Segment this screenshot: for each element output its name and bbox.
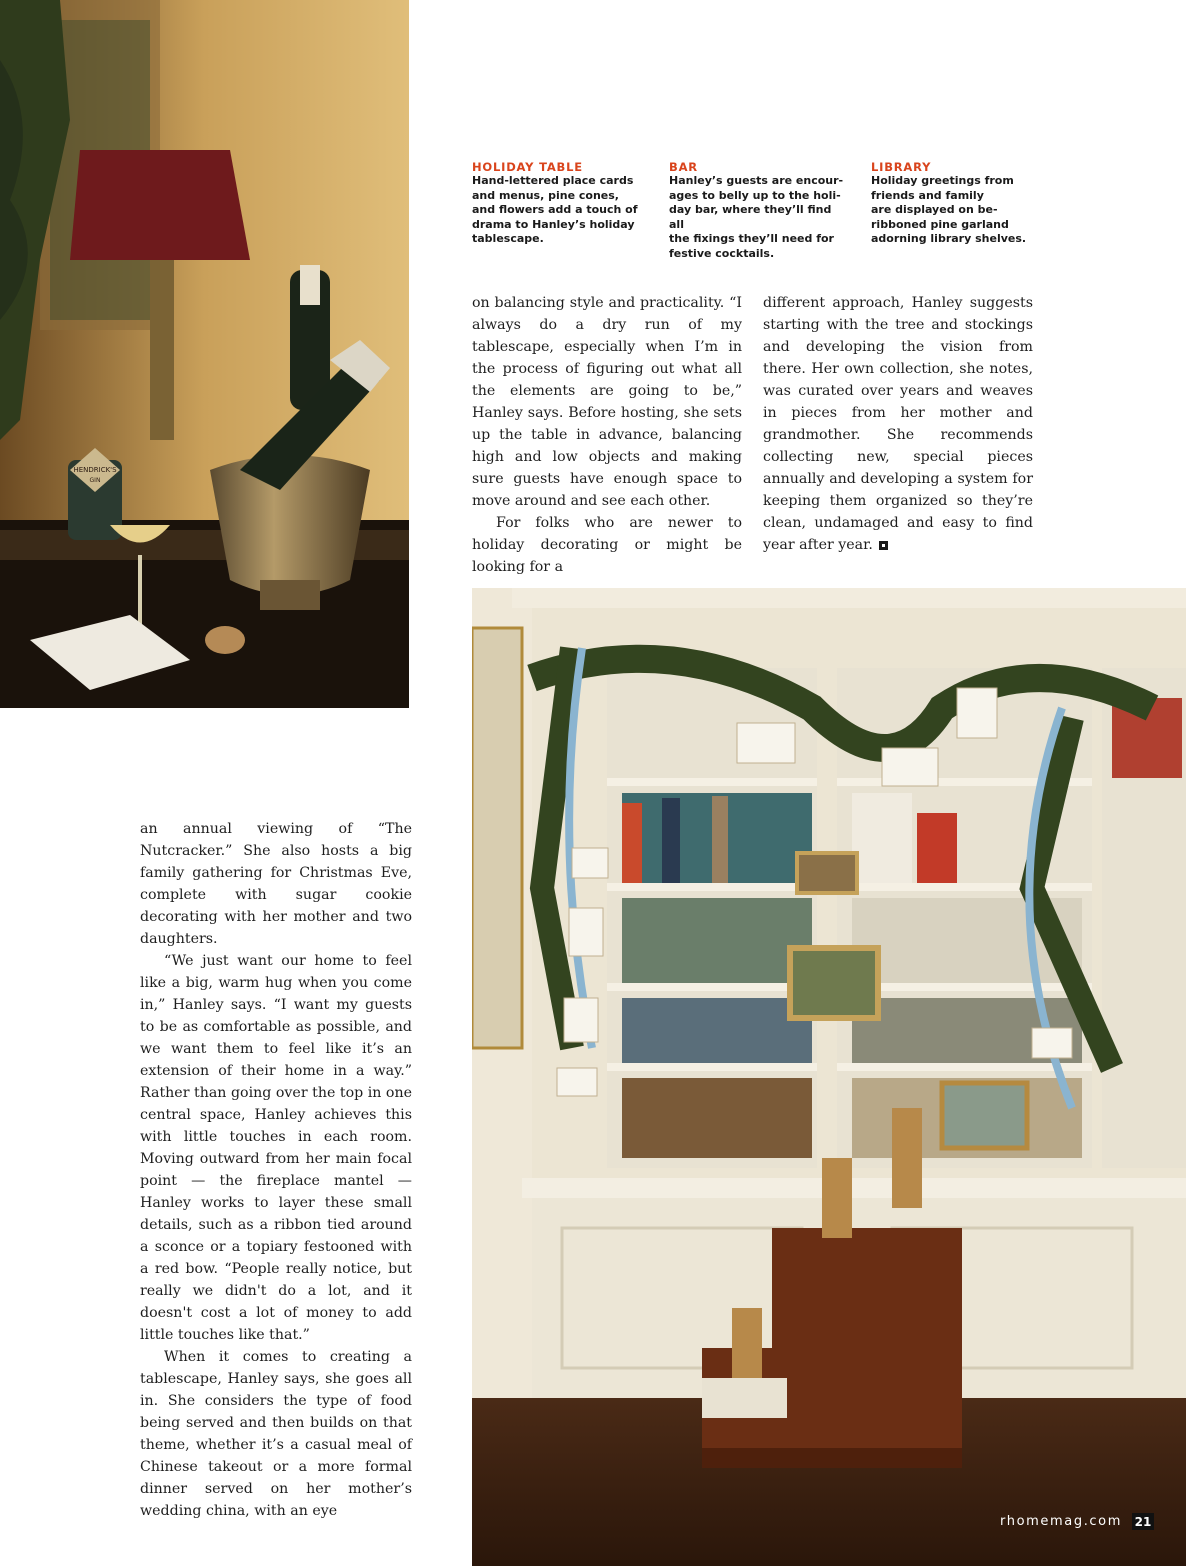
caption-heading: BAR — [669, 160, 698, 174]
caption-library — [871, 160, 1046, 247]
gin-sub-label: GIN — [89, 477, 101, 484]
caption-line: and menus, pine cones, — [472, 188, 619, 202]
caption-line: drama to Hanley’s holiday — [472, 217, 635, 231]
article-column-3 — [140, 818, 412, 1522]
caption-line: Hanley’s guests are encour- — [669, 174, 844, 187]
caption-text — [871, 174, 1046, 247]
page-number: 21 — [1134, 1515, 1152, 1529]
caption-line: Hand-lettered place cards — [472, 174, 634, 187]
paragraph: For folks who are newer to holiday decorating or might be looking for a — [472, 515, 742, 575]
article-column-2 — [763, 292, 1033, 556]
paragraph: on balancing style and practicality. “I always do a dry run of my tablescape, especially when I’m in the process of figuring out what all the elements are going to be,” Hanley says. Before hosting, she sets up the table in advance, balancing high and low objects and making sure guests have enough space to move around and see each other. — [472, 295, 742, 509]
book-stack — [702, 1378, 787, 1418]
framed-landscape — [790, 948, 878, 1018]
bar-scene — [0, 0, 409, 708]
caption-line: the fixings they’ll need for — [669, 232, 834, 245]
footer-site: rhomemag.com — [1000, 1514, 1122, 1529]
caption-line: day bar, where they’ll find all — [669, 203, 832, 231]
caption-line: Holiday greetings from — [871, 174, 1014, 187]
paragraph: “We just want our home to feel like a big, warm hug when you come in,” Hanley says. “I want my guests to be as comfortable as possible, and we want them to feel like it’s an extension of their home in a way.” Rather than going over the top in one central space, Hanley achieves this with little touches in each room. Moving outward from her main focal point — the fireplace mantel — Hanley works to layer these small details, such as a ribbon tied around a sconce or a topiary festooned with a red bow. “People really notice, but really we didn't do a lot, and it doesn't cost a lot of money to add little touches like that.” — [140, 953, 412, 1343]
caption-line: tablescape. — [472, 232, 544, 245]
caption-text — [472, 174, 647, 247]
library-scene — [472, 588, 1186, 1566]
caption-line: adorning library shelves. — [871, 232, 1027, 245]
caption-line: friends and family — [871, 188, 984, 202]
caption-heading: LIBRARY — [871, 160, 932, 174]
caption-holiday-table — [472, 160, 647, 247]
caption-line: ribboned pine garland — [871, 217, 1009, 231]
lamp-base — [150, 260, 174, 440]
paragraph-text: different approach, Hanley suggests starting with the tree and stockings and developing the vision from there. Her own collection, she notes, was curated over years and weaves in pieces from her mother and grandmother. She recommends collecting new, special pieces annually and developing a system for keeping them organized so they’re clean, undamaged and easy to find year after year. — [763, 295, 1033, 553]
caption-line: are displayed on be- — [871, 203, 998, 216]
framed-lake-painting — [942, 1083, 1027, 1148]
framed-painting — [797, 853, 857, 893]
wall-art-frame — [472, 628, 522, 1048]
lampshade — [70, 150, 250, 260]
caption-line: ages to belly up to the holi- — [669, 188, 841, 202]
paragraph: an annual viewing of “The Nutcracker.” She also hosts a big family gathering for Christmas Eve, complete with sugar cookie decorating with her mother and two daughters. — [140, 821, 412, 947]
paragraph: When it comes to creating a tablescape, Hanley says, she goes all in. She considers the type of food being served and then builds on that theme, whether it’s a casual meal of Chinese takeout or a more formal dinner served on her mother’s wedding china, with an eye — [140, 1349, 412, 1519]
caption-text — [669, 174, 844, 261]
article-column-1 — [472, 292, 742, 578]
end-mark-icon — [879, 541, 888, 550]
caption-line: and flowers add a touch of — [472, 203, 638, 216]
gin-label: HENDRICK'S — [73, 466, 117, 474]
bar-photo — [0, 0, 409, 708]
paragraph — [763, 292, 1033, 556]
cork — [205, 626, 245, 654]
library-photo — [472, 588, 1186, 1566]
caption-line: festive cocktails. — [669, 246, 775, 260]
caption-heading: HOLIDAY TABLE — [472, 160, 583, 174]
caption-bar — [669, 160, 844, 261]
